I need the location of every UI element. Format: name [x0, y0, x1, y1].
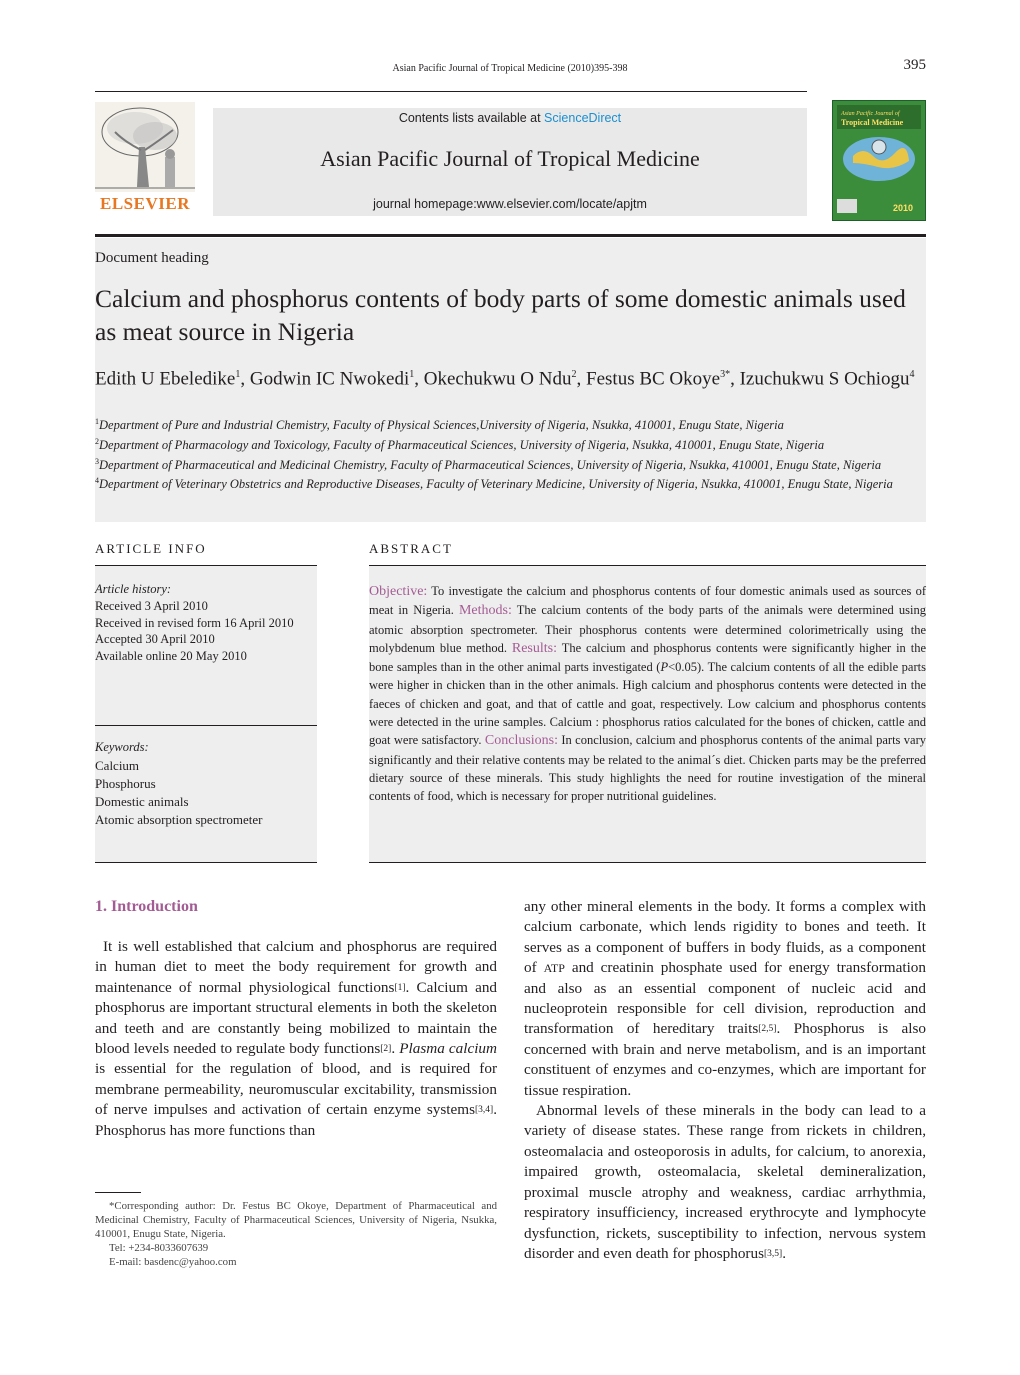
history-item: Received in revised form 16 April 2010	[95, 615, 294, 630]
methods-text: The calcium contents of the body parts of the animals were determined using atomic absorption spectrometer. Their phosphorus contents were determined colorimetrically using the molybdenum blue method.	[369, 603, 926, 655]
paragraph	[524, 1101, 926, 1264]
affiliation-item	[95, 473, 926, 493]
abstract-body	[369, 582, 926, 806]
running-head: Asian Pacific Journal of Tropical Medicine (2010)395-398	[392, 63, 628, 74]
citation[interactable]: [3,4]	[475, 1105, 494, 1116]
conclusions-text: In conclusion, calcium and phosphorus contents of the animal parts vary significantly and their relative contents may be related to the animal´s diet. Chicken parts may be the preferred dietary source of these minerals. This study highlights the need for routine investigation of the mineral contents of food, which is necessary for proper nutritional guidelines.	[369, 733, 927, 804]
author-4-affil: 3*	[720, 369, 731, 380]
body-column-right	[524, 897, 926, 1264]
author-4: Festus BC Okoye	[586, 368, 721, 390]
keyword-item: Calcium	[95, 758, 140, 773]
results-p-symbol: P	[660, 660, 669, 675]
keywords-label: Keywords:	[95, 740, 149, 754]
methods-label: Methods:	[458, 603, 512, 619]
header-rule	[95, 91, 807, 92]
body-text: .	[782, 1244, 786, 1262]
affiliation-number: 3	[95, 456, 99, 466]
cover-art	[833, 101, 925, 220]
elsevier-wordmark: ELSEVIER	[100, 194, 190, 213]
objective-text: To investigate the calcium and phosphorus contents of four domestic animals used as sources of meat in Nigeria.	[369, 584, 926, 618]
citation[interactable]: [1]	[394, 982, 406, 993]
affiliation-item	[95, 434, 926, 454]
history-item: Available online 20 May 2010	[95, 648, 247, 663]
author-2: Godwin IC Nwokedi	[249, 368, 410, 390]
article-info-bottom-rule	[95, 862, 317, 863]
affiliation-number: 1	[95, 417, 99, 426]
affiliation-item	[95, 454, 926, 474]
keyword-item: Atomic absorption spectrometer	[95, 812, 263, 827]
italic-term: Plasma calcium	[399, 1040, 497, 1058]
author-list: Edith U Ebeledike$^1$, Godwin IC Nwokedi$^1$, Okechukwu O Ndu$^2$, Festus BC Okoye$^{3*}$, Izuchukwu S Ochiogu$^4$	[95, 368, 915, 390]
history-item: Received 3 April 2010	[95, 599, 208, 613]
title-top-rule	[95, 234, 926, 237]
author-3-affil: 2	[571, 369, 577, 380]
author-5: Izuchukwu S Ochiogu	[739, 368, 910, 390]
affiliation-number: 2	[95, 436, 99, 446]
atp-abbrev: ATP	[543, 961, 565, 976]
affiliation-text: Department of Pure and Industrial Chemistry, Faculty of Physical Sciences,University of Nigeria, Nsukka, 410001, Enugu State, Nigeria	[99, 418, 784, 433]
affiliation-text: Department of Pharmacology and Toxicology, Faculty of Pharmaceutical Sciences, University of Nigeria, Nsukka, 410001, Enugu State, Nigeria	[99, 437, 825, 452]
corresponding-author-footnote	[95, 1199, 497, 1269]
document-heading: Document heading	[95, 250, 209, 266]
results-text-b: <0.05). The calcium contents of all the edible parts were higher in chicken than in the other animals. High calcium and phosphorus contents were detected in the faeces of chicken and goat, and that of cattle and goat, respectively. Low calcium and phosphorus contents were detected in the urine samples. Calcium : phosphorus ratios calculated for the bones of chicken, cattle and goat were satisfactory.	[369, 660, 926, 748]
citation[interactable]: [3,5]	[763, 1248, 783, 1259]
affiliation-item	[95, 414, 926, 434]
affiliation-list	[95, 414, 926, 493]
history-label: Article history:	[95, 582, 172, 596]
footnote-tel: Tel: +234-8033607639	[109, 1242, 209, 1254]
author-2-affil: 1	[409, 369, 415, 380]
journal-banner	[213, 108, 807, 216]
body-text: It is well established that calcium and phosphorus are required in human diet to meet the body requirement for growth and maintenance of normal physiological functions	[95, 938, 497, 996]
journal-homepage-link[interactable]: journal homepage:www.elsevier.com/locate/apjtm	[373, 197, 647, 211]
section-heading-introduction: 1. Introduction	[95, 898, 198, 915]
keywords-rule	[95, 725, 317, 726]
affiliation-number: 4	[95, 476, 99, 486]
author-5-affil: 4	[909, 369, 915, 380]
body-text-split: . Phosphorus has more functions than	[95, 1101, 497, 1139]
body-text: Abnormal levels of these minerals in the body can lead to a variety of disease states. These range from rickets in children, osteomalacia and osteoporosis in adults, for calcium, to anorexia, impaired growth, osteomalacia, skeletal demineralization, proximal muscle atrophy and weakness, cardiac arrhythmia, respiratory insufficiency, increased erythrocyte and lymphocyte dysfunction, rickets, susceptibility to infection, nervous system disorder and even death for phosphorus	[524, 1102, 926, 1262]
article-title: Calcium and phosphorus contents of body parts of some domestic animals used as meat source in Nigeria	[95, 284, 906, 346]
body-text: .	[391, 1040, 400, 1058]
footnote-corresponding: *Corresponding author: Dr. Festus BC Okoye, Department of Pharmaceutical and Medicinal Chemistry, Faculty of Pharmaceutical Sciences, University of Nigeria, Nsukka, 410001, Enugu State, Nigeria.	[95, 1200, 497, 1240]
journal-title: Asian Pacific Journal of Tropical Medicine	[320, 146, 700, 171]
paragraph-continued	[524, 897, 926, 1101]
body-text-split-continued: any other mineral elements in the body. It forms a complex with calcium carbonate, which lends rigidity to bones and teeth. It serves as a component of buffers in body fluids, as a component of	[524, 898, 926, 977]
cover-year: 2010	[893, 203, 914, 213]
paragraph	[95, 937, 497, 1141]
abstract-heading: ABSTRACT	[369, 541, 453, 556]
conclusions-label: Conclusions:	[484, 733, 559, 749]
cover-title-line1: Asian Pacific Journal of	[841, 111, 900, 117]
abstract-bottom-rule	[369, 862, 926, 863]
body-text: . Phosphorus is also concerned with brain and nerve metabolism, and is an important constituent of enzymes and co-enzymes, which are important for tissue respiration.	[524, 1020, 926, 1099]
body-text: and creatinin phosphate used for energy transformation and also as an essential component of nucleic acid and nucleoprotein responsible for cell division, reproduction and transformation of hereditary traits	[524, 959, 926, 1038]
keyword-item: Phosphorus	[95, 776, 156, 791]
keyword-item: Domestic animals	[95, 794, 189, 809]
citation[interactable]: [2]	[380, 1044, 392, 1055]
affiliation-text: Department of Veterinary Obstetrics and Reproductive Diseases, Faculty of Veterinary Medicine, University of Nigeria, Nsukka, 410001, Enugu State, Nigeria	[99, 477, 893, 492]
article-info-heading: ARTICLE INFO	[95, 541, 207, 556]
footnote-rule	[95, 1192, 141, 1193]
author-1: Edith U Ebeledike	[95, 368, 236, 390]
body-text: is essential for the regulation of blood, and is required for membrane permeability, neuromuscular excitability, transmission of nerve impulses and activation of certain enzyme systems	[95, 1060, 497, 1119]
contents-line	[213, 111, 807, 125]
history-list	[95, 598, 317, 664]
results-text-a: The calcium and phosphorus contents were significantly higher in the bone samples than in the other animal parts investigated (	[369, 640, 927, 675]
keyword-list	[95, 757, 317, 829]
sciencedirect-link[interactable]: ScienceDirect	[544, 111, 622, 125]
history-item: Accepted 30 April 2010	[95, 632, 215, 647]
body-text: . Calcium and phosphorus are important structural elements in both the skeleton and teeth and are constantly being mobilized to maintain the blood levels needed to regulate body functions	[95, 978, 498, 1058]
journal-cover-image	[832, 100, 926, 221]
body-column-left	[95, 937, 497, 1141]
footnote-email[interactable]: E-mail: basdenc@yahoo.com	[109, 1256, 237, 1268]
page-number: 395	[903, 57, 926, 73]
objective-label: Objective:	[369, 584, 428, 599]
author-1-affil: 1	[235, 369, 241, 380]
citation[interactable]: [2,5]	[758, 1024, 777, 1035]
author-3: Okechukwu O Ndu	[423, 368, 572, 390]
results-label: Results:	[511, 640, 557, 656]
contents-prefix: Contents lists available at	[398, 111, 545, 125]
affiliation-text: Department of Pharmaceutical and Medicinal Chemistry, Faculty of Pharmaceutical Sciences, University of Nigeria, Nsukka, 410001, Enugu State, Nigeria	[99, 457, 882, 472]
cover-title-line2: Tropical Medicine	[841, 118, 904, 127]
